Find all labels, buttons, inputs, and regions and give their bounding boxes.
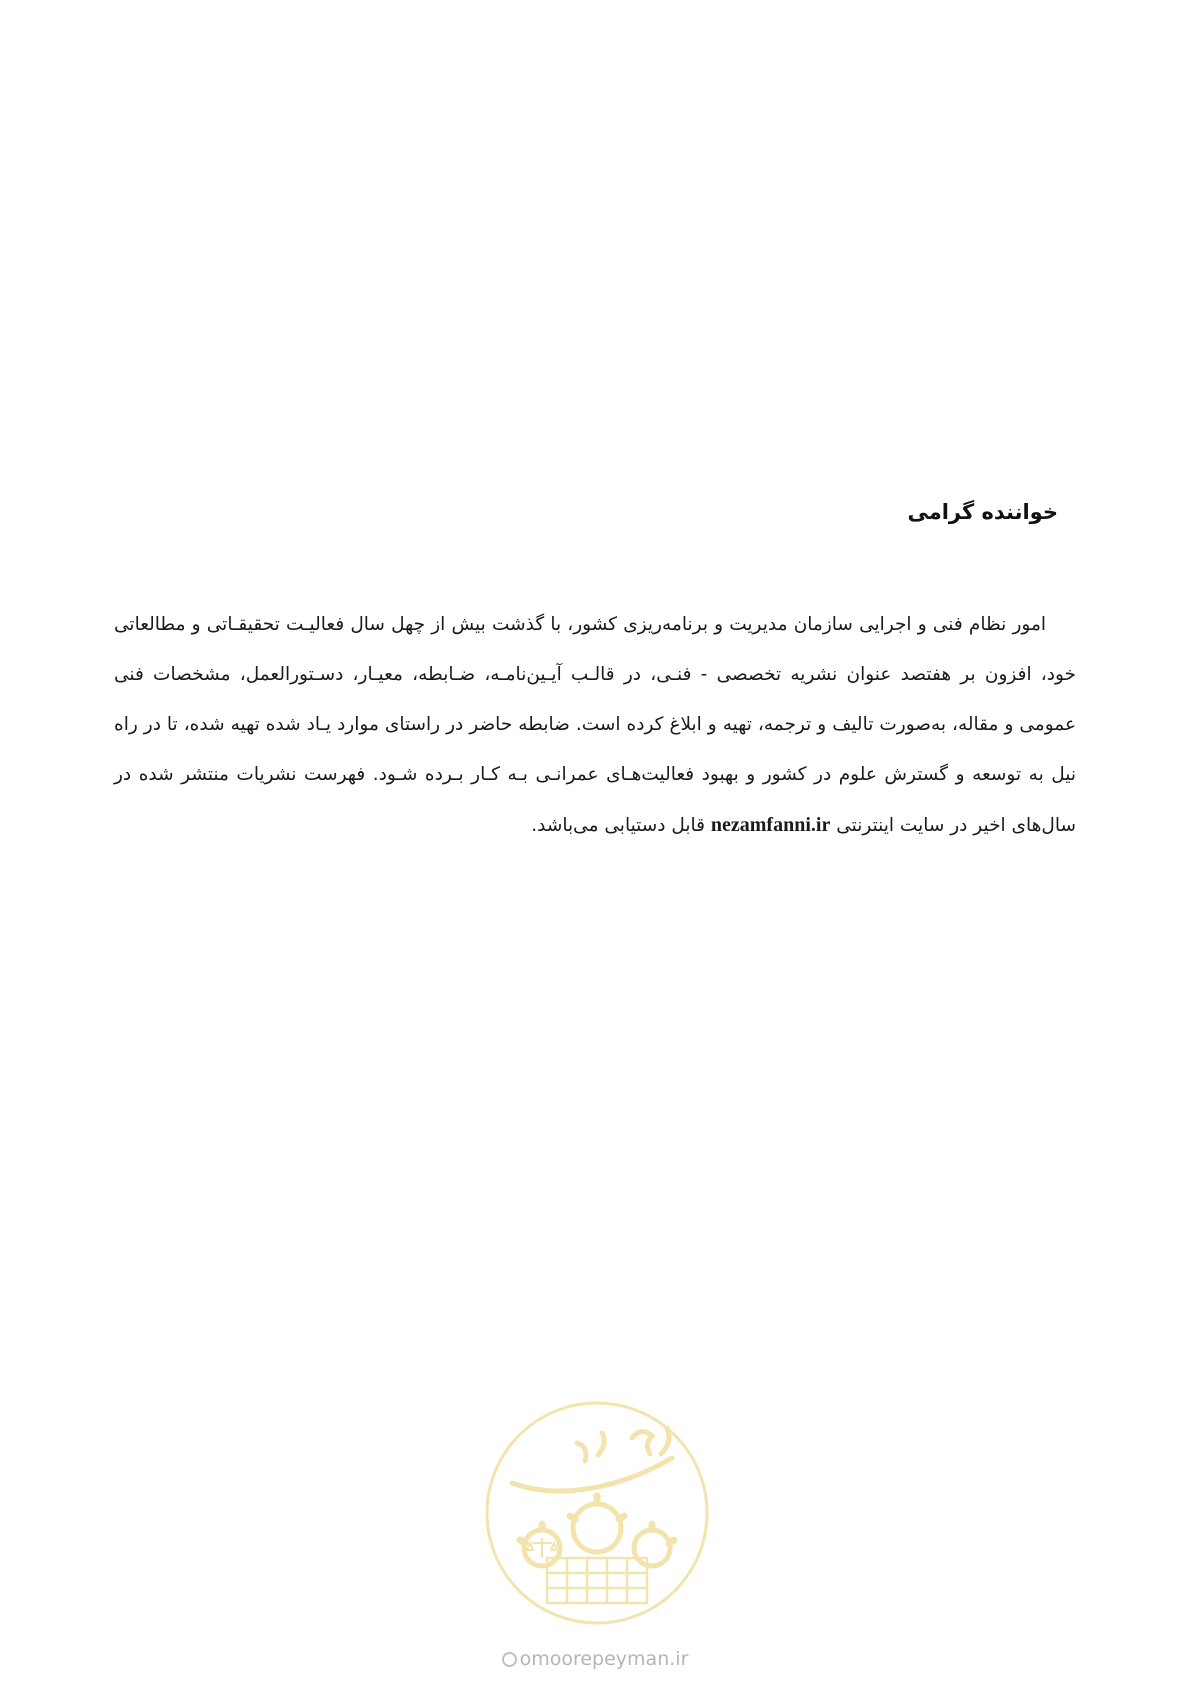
site-link[interactable]: nezamfanni.ir xyxy=(710,814,831,836)
globe-icon xyxy=(502,1652,517,1667)
watermark-url-text: omoorepeyman.ir xyxy=(519,1648,689,1670)
watermark-url xyxy=(0,1648,1190,1670)
paragraph-text: امور نظام فنی و اجرایی سازمان مدیریت و برنامه‌ریزی کشور، با گذشت بیش از چهل سال فعالیـت تحقیقـاتی و مطالعاتی خود، افزون بر هفتصد عنوان نشریه تخصصی - فنـی، در قالـب آیـین‌نامـه، ضـابطه، معیـار، دسـتورالعمل، مشخصات فنی عمومی و مقاله، به‌صورت تالیف و ترجمه، تهیه و ابلاغ کرده است. ضابطه حاضر در راستای موارد یـاد شده تهیه شده، تا در راه نیل به توسعه و گسترش علوم در کشور و بهبود فعالیت‌هـای عمرانـی بـه کـار بـرده شـود. فهرست نشریات منتشر شده در سال‌های اخیر در سایت اینترنتی xyxy=(114,614,1076,836)
omoorepeyman-seal-icon xyxy=(482,1398,712,1628)
intro-paragraph xyxy=(114,600,1076,851)
document-heading: خواننده گرامی xyxy=(907,500,1058,524)
paragraph-ending: قابل دستیابی می‌باشد. xyxy=(531,815,705,836)
